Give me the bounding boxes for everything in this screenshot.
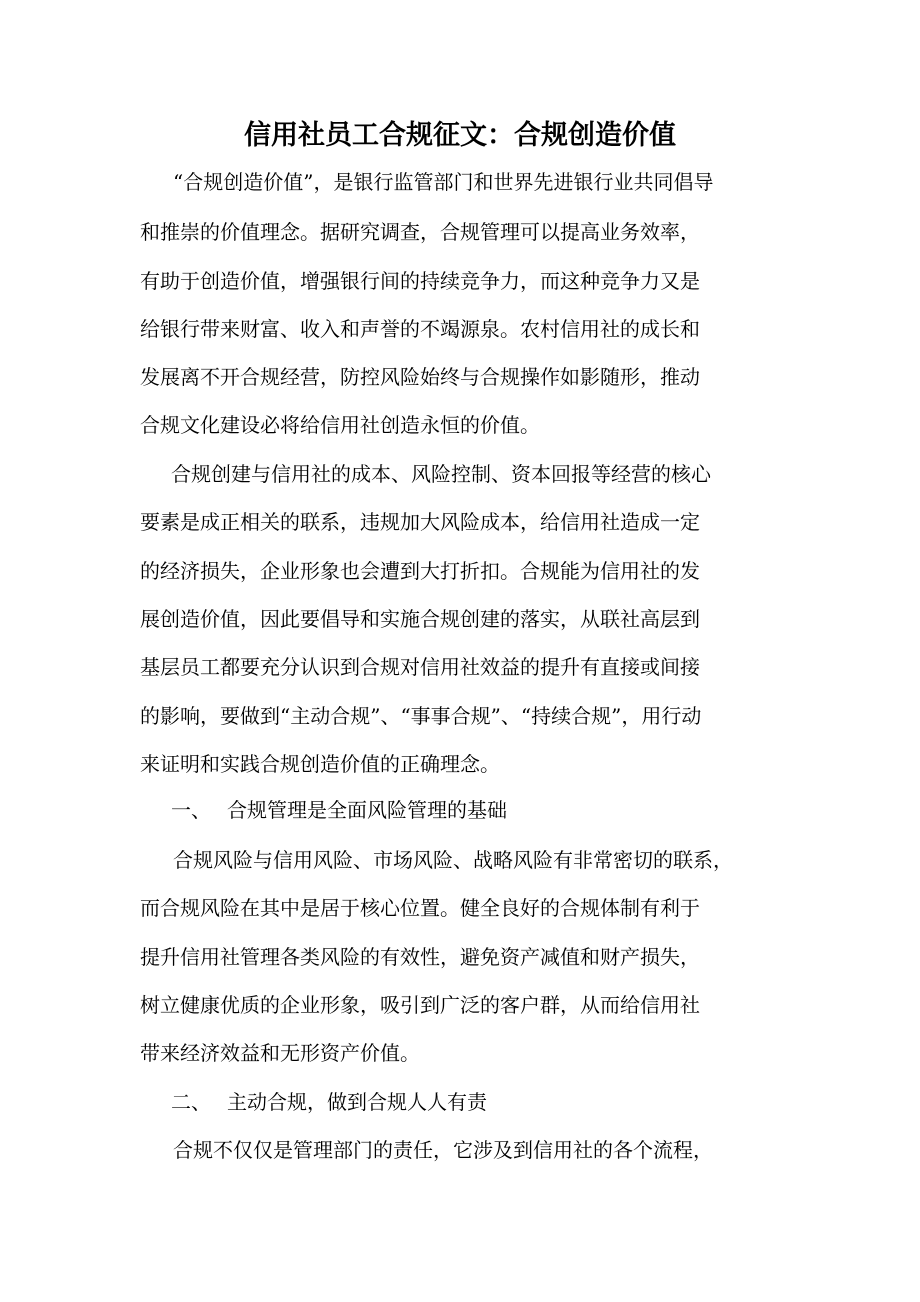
section-2-heading — [171, 1087, 487, 1117]
paragraph-1-line: 合规文化建设必将给信用社创造永恒的价值。 — [140, 413, 540, 437]
paragraph-2-line: 的经济损失，企业形象也会遭到大打折扣。合规能为信用社的发 — [140, 559, 700, 583]
section-2-line: 合规不仅仅是管理部门的责任，它涉及到信用社的各个流程， — [173, 1138, 713, 1162]
section-1-line: 合规风险与信用风险、市场风险、战略风险有非常密切的联系， — [173, 848, 733, 872]
section-2-number: 二、 — [171, 1090, 211, 1114]
paragraph-1-line: “合规创造价值”，是银行监管部门和世界先进银行业共同倡导 — [173, 170, 714, 194]
paragraph-2-line: 的影响，要做到“主动合规”、“事事合规”、“持续合规”，用行动 — [140, 704, 702, 728]
section-1-line: 带来经济效益和无形资产价值。 — [140, 1041, 420, 1065]
paragraph-1-line: 有助于创造价值，增强银行间的持续竞争力，而这种竞争力又是 — [140, 269, 700, 293]
paragraph-1-line: 和推崇的价值理念。据研究调查，合规管理可以提高业务效率， — [140, 220, 700, 244]
document-title: 信用社员工合规征文：合规创造价值 — [244, 120, 676, 151]
paragraph-2-line: 基层员工都要充分认识到合规对信用社效益的提升有直接或间接 — [140, 655, 700, 679]
section-1-line: 树立健康优质的企业形象，吸引到广泛的客户群，从而给信用社 — [140, 993, 700, 1017]
section-2-title: 主动合规，做到合规人人有责 — [227, 1090, 487, 1114]
section-1-title: 合规管理是全面风险管理的基础 — [227, 798, 507, 822]
paragraph-2-line: 合规创建与信用社的成本、风险控制、资本回报等经营的核心 — [171, 462, 711, 486]
paragraph-2-line: 要素是成正相关的联系，违规加大风险成本，给信用社造成一定 — [140, 510, 700, 534]
section-1-heading — [171, 795, 507, 825]
section-1-line: 提升信用社管理各类风险的有效性，避免资产减值和财产损失， — [140, 945, 700, 969]
paragraph-1-line: 给银行带来财富、收入和声誉的不竭源泉。农村信用社的成长和 — [140, 317, 700, 341]
section-1-line: 而合规风险在其中是居于核心位置。健全良好的合规体制有利于 — [140, 896, 700, 920]
paragraph-2-line: 展创造价值，因此要倡导和实施合规创建的落实，从联社高层到 — [140, 607, 700, 631]
paragraph-2-line: 来证明和实践合规创造价值的正确理念。 — [140, 752, 500, 776]
section-1-number: 一、 — [171, 798, 211, 822]
paragraph-1-line: 发展离不开合规经营，防控风险始终与合规操作如影随形，推动 — [140, 365, 700, 389]
